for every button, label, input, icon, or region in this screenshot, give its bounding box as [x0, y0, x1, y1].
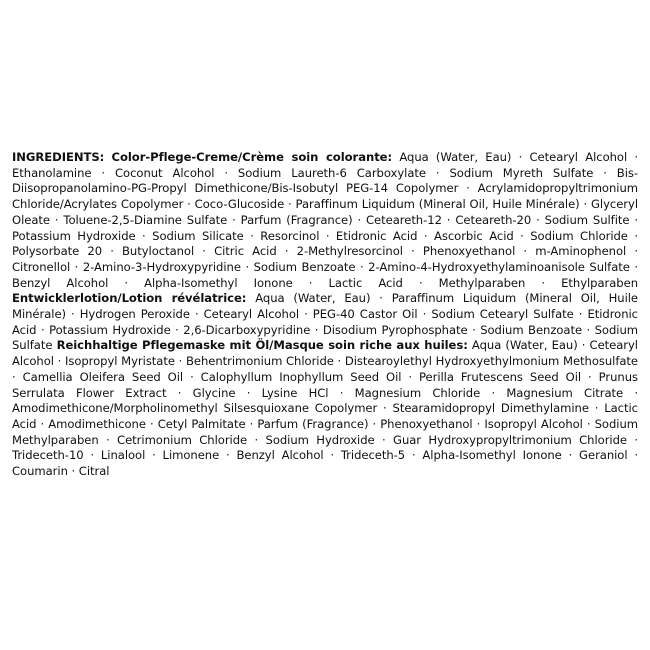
ingredients-heading: INGREDIENTS: [12, 150, 105, 164]
section-text-color-cream: Aqua (Water, Eau) · Cetearyl Alcohol · Ethanolamine · Coconut Alcohol · Sodium Laureth-6 Carboxylate · Sodium Myreth Sulfate · Bis-Diisopropanolamino-PG-Propyl Dimethicone/Bis-Isobutyl PEG-14 Copolymer · Acrylamidopropyltrimonium Chloride/Acrylates Copolymer · Coco-Glucoside · Paraffinum Liquidum (Mineral Oil, Huile Minérale) · Glyceryl Oleate · Toluene-2,5-Diamine Sulfate · Parfum (Fragrance) · Ceteareth-12 · Ceteareth-20 · Sodium Sulfite · Potassium Hydroxide · Sodium Silicate · Resorcinol · Etidronic Acid · Ascorbic Acid · Sodium Chloride · Polysorbate 20 · Butyloctanol · Citric Acid · 2-Methylresorcinol · Phenoxyethanol · m-Aminophenol · Citronellol · 2-Amino-3-Hydroxypyridine · Sodium Benzoate · 2-Amino-4-Hydroxyethylaminoanisole Sulfate · Benzyl Alcohol · Alpha-Isomethyl Ionone · Lactic Acid · Methylparaben · Ethylparaben [12, 150, 639, 290]
ingredients-paragraph [12, 150, 638, 480]
section-text-care-mask: Aqua (Water, Eau) · Cetearyl Alcohol · Isopropyl Myristate · Behentrimonium Chloride · Distearoylethyl Hydroxyethylmonium Methosulfate · Camellia Oleifera Seed Oil · Calophyllum Inophyllum Seed Oil · Perilla Frutescens Seed Oil · Prunus Serrulata Flower Extract · Glycine · Lysine HCl · Magnesium Chloride · Magnesium Citrate · Amodimethicone/Morpholinomethyl Silsesquioxane Copolymer · Stearamidopropyl Dimethylamine · Lactic Acid · Amodimethicone · Cetyl Palmitate · Parfum (Fragrance) · Phenoxyethanol · Isopropyl Alcohol · Sodium Methylparaben · Cetrimonium Chloride · Sodium Hydroxide · Guar Hydroxypropyltrimonium Chloride · Trideceth-10 · Linalool · Limonene · Benzyl Alcohol · Trideceth-5 · Alpha-Isomethyl Ionone · Geraniol · Coumarin · Citral [12, 338, 638, 479]
section-title-care-mask: Reichhaltige Pflegemaske mit Öl/Masque soin riche aux huiles: [56, 338, 468, 353]
section-text-developer-lotion: Aqua (Water, Eau) · Paraffinum Liquidum (Mineral Oil, Huile Minérale) · Hydrogen Peroxide · Cetearyl Alcohol · PEG-40 Castor Oil · Sodium Cetearyl Sulfate · Etidronic Acid · Potassium Hydroxide · 2,6-Dicarboxypyridine · Disodium Pyrophosphate · Sodium Benzoate · Sodium Sulfate [12, 291, 638, 353]
section-title-developer-lotion: Entwicklerlotion/Lotion révélatrice: [12, 291, 247, 306]
section-title-color-cream: Color-Pflege-Creme/Crème soin colorante: [111, 150, 393, 164]
